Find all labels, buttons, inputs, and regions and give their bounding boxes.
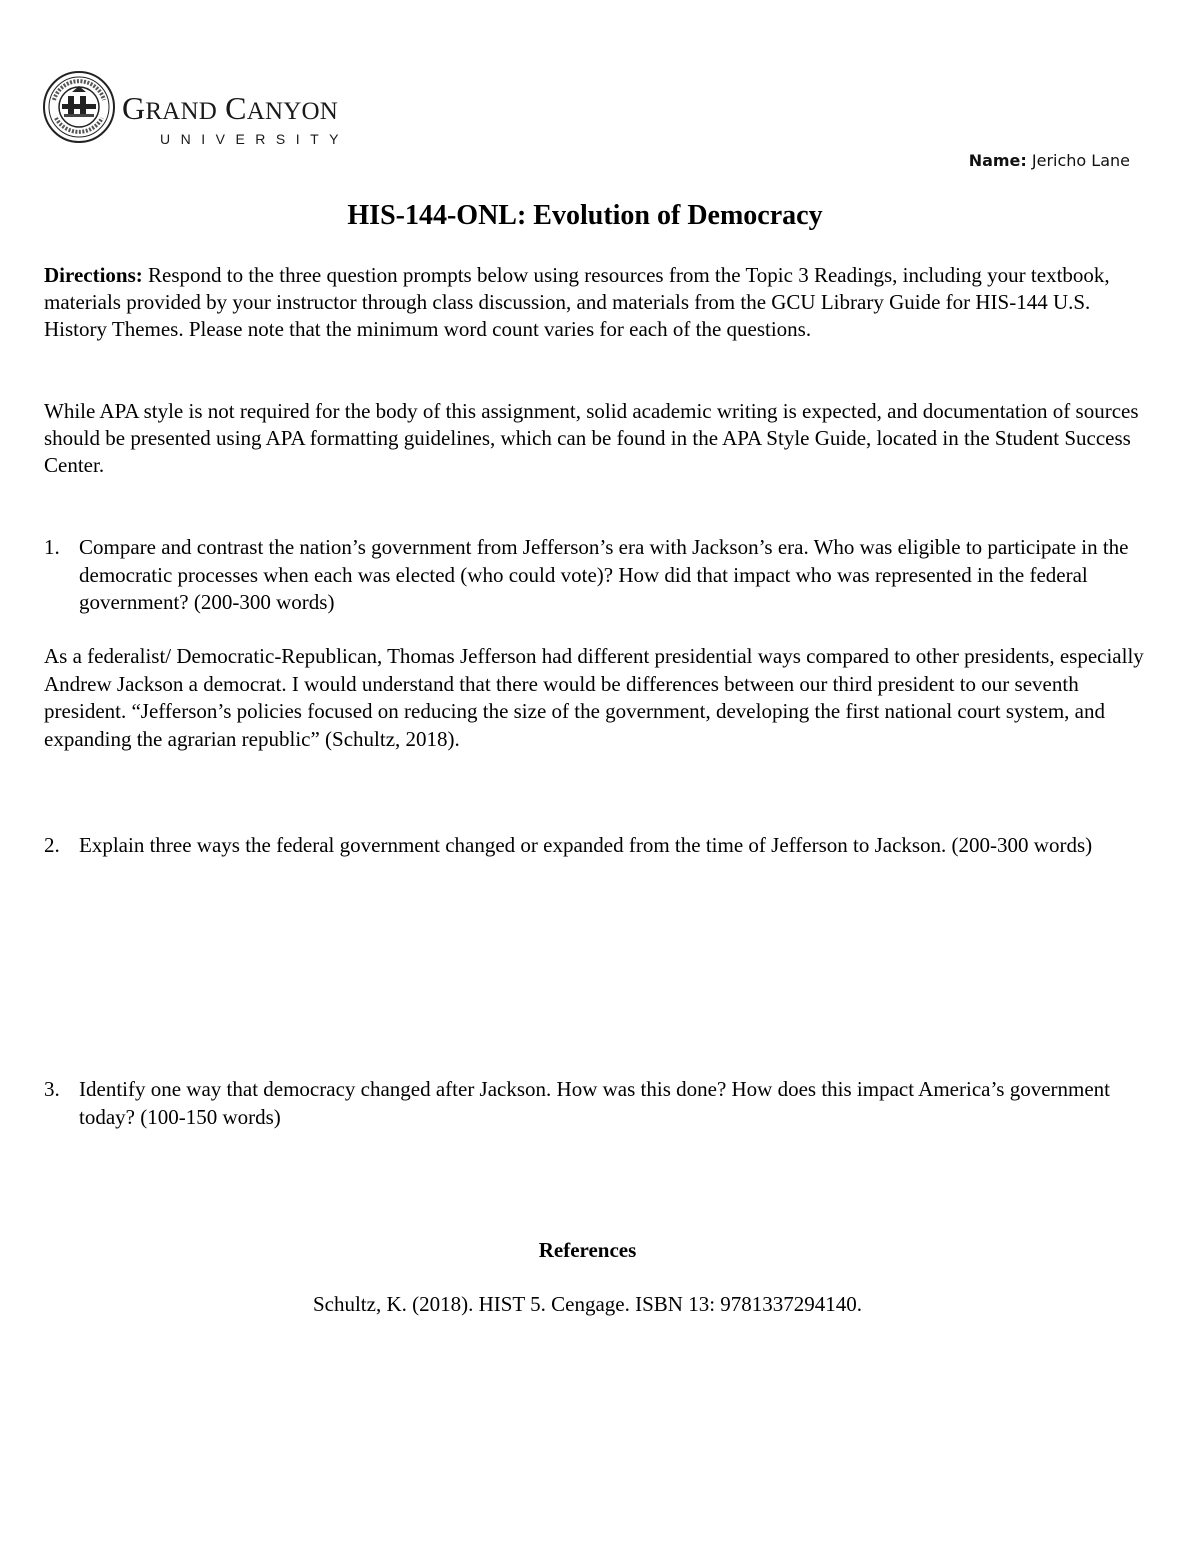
question-2 [44, 832, 1144, 860]
name-label: Name: [968, 151, 1027, 170]
apa-note-paragraph: While APA style is not required for the body of this assignment, solid academic writing is expected, and documentation of sources should be presented using APA formatting guidelines, which can be found in the APA Style Guide, located in the Student Success Center. [44, 399, 1139, 477]
university-seal-icon [42, 70, 116, 144]
question-1 [44, 534, 1144, 617]
name-value: Jericho Lane [1031, 151, 1130, 170]
wordmark-rand: RAND [145, 98, 217, 125]
page-title: HIS-144-ONL: Evolution of Democracy [347, 200, 823, 231]
question-text: Explain three ways the federal government changed or expanded from the time of Jefferson to Jackson. (200-300 words) [79, 833, 1093, 857]
wordmark-g: G [122, 90, 146, 126]
wordmark-c: C [225, 90, 247, 126]
question-number: 2. [44, 833, 60, 857]
directions-paragraph [44, 262, 1144, 343]
question-3 [44, 1076, 1144, 1131]
wordmark-university: UNIVERSITY [160, 131, 350, 147]
answer-1-paragraph: As a federalist/ Democratic-Republican, Thomas Jefferson had different presidential ways compared to other presidents, especially Andrew Jackson a democrat. I would understand that there would be differences between our third president to our seventh president. “Jefferson’s policies focused on reducing the size of the government, developing the first national court system, and expanding the agrarian republic” (Schultz, 2018). [44, 644, 1144, 751]
wordmark-anyon: ANYON [246, 98, 338, 125]
university-logo [42, 70, 402, 146]
reference-item: Schultz, K. (2018). HIST 5. Cengage. ISBN 13: 9781337294140. [312, 1292, 863, 1316]
references-heading: References [538, 1238, 637, 1262]
question-text: Identify one way that democracy changed after Jackson. How was this done? How does this impact America’s government today? (100-150 words) [79, 1077, 1111, 1129]
university-wordmark [122, 92, 349, 147]
question-number: 1. [44, 535, 60, 559]
directions-label: Directions: [44, 263, 143, 287]
student-name [969, 151, 1130, 170]
directions-text: Respond to the three question prompts below using resources from the Topic 3 Readings, including your textbook, materials provided by your instructor through class discussion, and materials from the GCU Library Guide for HIS-144 U.S. History Themes. Please note that the minimum word count varies for each of the questions. [44, 263, 1110, 341]
question-text: Compare and contrast the nation’s government from Jefferson’s era with Jackson’s era. Who was eligible to participate in the democratic processes when each was elected (who could vote)? How did that impact who was represented in the federal government? (200-300 words) [79, 535, 1129, 614]
question-number: 3. [44, 1077, 60, 1101]
